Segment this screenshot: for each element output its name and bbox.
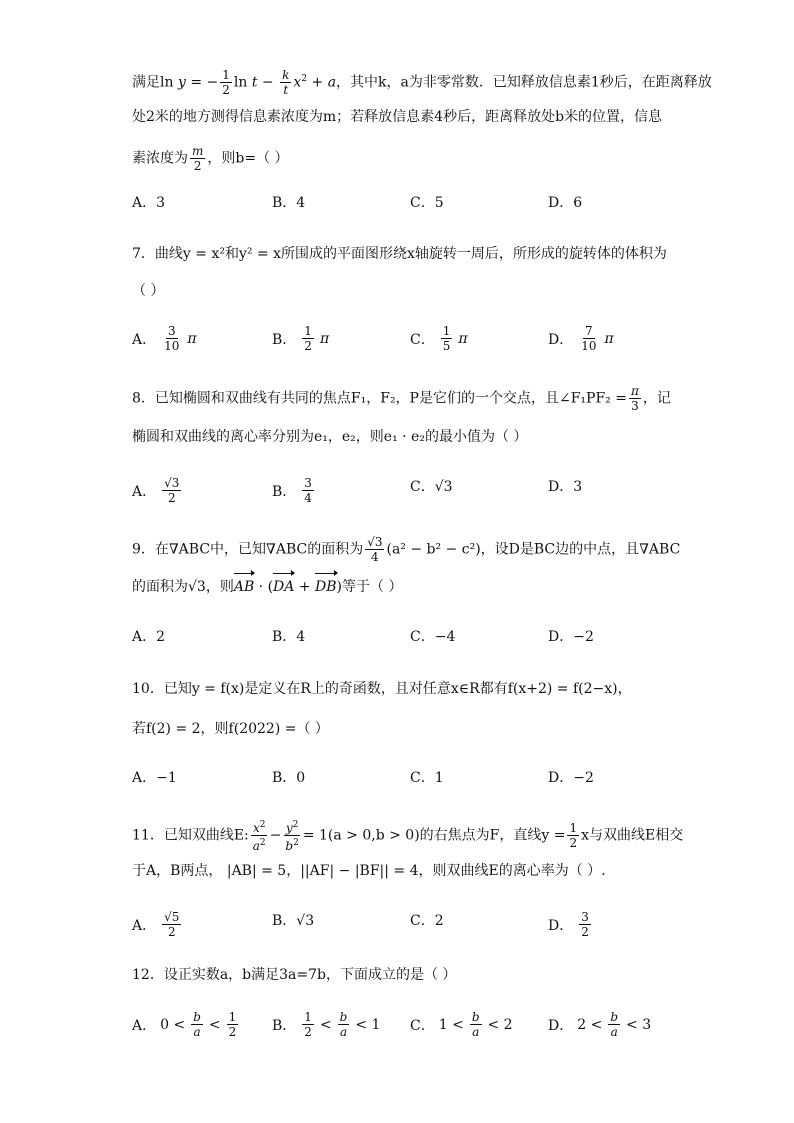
q7-line2: （ ） [132, 283, 165, 299]
q11-options [132, 910, 692, 940]
q9-options [132, 626, 692, 656]
q11-option-c[interactable]: C．2 [410, 913, 444, 929]
q11-option-b[interactable]: B．√3 [272, 913, 315, 929]
q7-line1: 7．曲线y = x²和y² = x所围成的平面图形绕x轴旋转一周后，所形成的旋转体的体积为 [132, 246, 667, 262]
q12-option-b[interactable]: B． $\frac{1}{2}$ < $\frac{b}{a}$ < 1 [272, 1010, 381, 1039]
q10-option-c[interactable]: C．1 [410, 770, 444, 786]
q9-option-c[interactable]: C．−4 [410, 629, 456, 645]
q9-line1-pre: 9．在∇ABC中，已知∇ABC的面积为 [132, 541, 364, 558]
q7-option-c[interactable]: C． $\frac{1}{5}$ π [410, 324, 468, 353]
q8-option-b[interactable]: B． $\frac{3}{4}$ [272, 476, 312, 505]
q9-option-b[interactable]: B．4 [272, 629, 306, 645]
q6-options [132, 192, 692, 222]
q12-line1: 12．设正实数a，b满足3a=7b，下面成立的是（ ） [132, 967, 457, 983]
q6-line3-post: ，则b=（ ） [207, 150, 289, 167]
q9-line2: 的面积为√3，则AB · (DA + DB)等于（ ） [132, 576, 754, 598]
q6-line1: 满足ln y = − $\frac{1}{2}$ ln t − $\frac{k}{t}$ $x^2 + a$，其中k，a为非零常数．已知释放信息素1秒后，在距离释放 [132, 68, 712, 98]
q7-option-a[interactable]: A． $\frac{3}{10}$ π [132, 324, 197, 353]
q9-option-a[interactable]: A．2 [132, 629, 166, 645]
q9-line2-post: 等于（ ） [342, 579, 403, 595]
q11-option-d[interactable]: D． $\frac{3}{2}$ [548, 910, 589, 939]
q10-option-d[interactable]: D．−2 [548, 770, 594, 786]
q6-line3: 素浓度为 $\frac{m}{2}$ ，则b=（ ） [132, 144, 289, 173]
q6-line2: 处2米的地方测得信息素浓度为m；若释放信息素4秒后，距离释放处b米的位置，信息 [132, 109, 663, 125]
q11-line1: 11．已知双曲线E: $\frac{x^2}{a^2}$ − $\frac{y^2}{b^2}$ = 1(a > 0,b > 0)的右焦点为F，直线y = $\frac{1}{2}$ x与双曲线E相交 [132, 820, 684, 853]
q8-option-c[interactable]: C．√3 [410, 479, 453, 495]
q12-option-d[interactable]: D． 2 < $\frac{b}{a}$ < 3 [548, 1010, 652, 1039]
q12-options [132, 1010, 692, 1040]
q10-option-b[interactable]: B．0 [272, 770, 306, 786]
q9-line2-pre: 的面积为√3，则 [132, 579, 234, 595]
q6-option-c[interactable]: C．5 [410, 195, 444, 211]
q11-line1-post: x与双曲线E相交 [581, 827, 684, 844]
q6-line1-text: ，其中k，a为非零常数．已知释放信息素1秒后，在距离释放 [336, 74, 712, 91]
q7-option-d[interactable]: D． $\frac{7}{10}$ π [548, 324, 614, 353]
q8-options [132, 476, 692, 506]
q9-line1-post: (a² − b² − c²)，设D是BC边的中点，且∇ABC [386, 541, 681, 558]
q6-option-b[interactable]: B．4 [272, 195, 306, 211]
q8-line1-post: ，记 [642, 390, 671, 407]
q9-line1: 9．在∇ABC中，已知∇ABC的面积为 $\frac{√3}{4}$ (a² − b² − c²)，设D是BC边的中点，且∇ABC [132, 535, 681, 564]
q7-options [132, 324, 692, 354]
q11-line2: 于A，B两点， |AB| = 5，||AF| − |BF|| = 4，则双曲线E的离心率为（ ）. [132, 863, 606, 879]
q11-line1-mid: = 1(a > 0,b > 0)的右焦点为F，直线y = [302, 827, 566, 844]
q7-option-b[interactable]: B． $\frac{1}{2}$ π [272, 324, 330, 353]
q11-line1-pre: 11．已知双曲线E: [132, 827, 249, 844]
q8-line2: 椭圆和双曲线的离心率分别为e₁，e₂，则e₁ · e₂的最小值为（ ） [132, 429, 528, 445]
q8-line1-pre: 8．已知椭圆和双曲线有共同的焦点F₁，F₂，P是它们的一个交点，且∠F₁PF₂ = [132, 390, 627, 407]
q11-option-a[interactable]: A． $\frac{√5}{2}$ [132, 910, 180, 939]
q6-option-d[interactable]: D．6 [548, 195, 583, 211]
q8-option-a[interactable]: A． $\frac{√3}{2}$ [132, 476, 180, 505]
q6-line3-pre: 素浓度为 [132, 150, 188, 167]
q8-line1: 8．已知椭圆和双曲线有共同的焦点F₁，F₂，P是它们的一个交点，且∠F₁PF₂ = $\frac{\pi}{3}$ ，记 [132, 384, 671, 413]
q10-line1: 10．已知y = f(x)是定义在R上的奇函数，且对任意x∈R都有f(x+2) = f(2−x)， [132, 681, 632, 697]
q10-line2: 若f(2) = 2，则f(2022) =（ ） [132, 721, 329, 737]
q9-option-d[interactable]: D．−2 [548, 629, 594, 645]
q10-options [132, 767, 692, 797]
q6-option-a[interactable]: A．3 [132, 195, 166, 211]
q8-option-d[interactable]: D．3 [548, 479, 583, 495]
q10-option-a[interactable]: A．−1 [132, 770, 177, 786]
q12-option-a[interactable]: A． 0 < $\frac{b}{a}$ < $\frac{1}{2}$ [132, 1010, 237, 1039]
q12-option-c[interactable]: C． 1 < $\frac{b}{a}$ < 2 [410, 1010, 513, 1039]
